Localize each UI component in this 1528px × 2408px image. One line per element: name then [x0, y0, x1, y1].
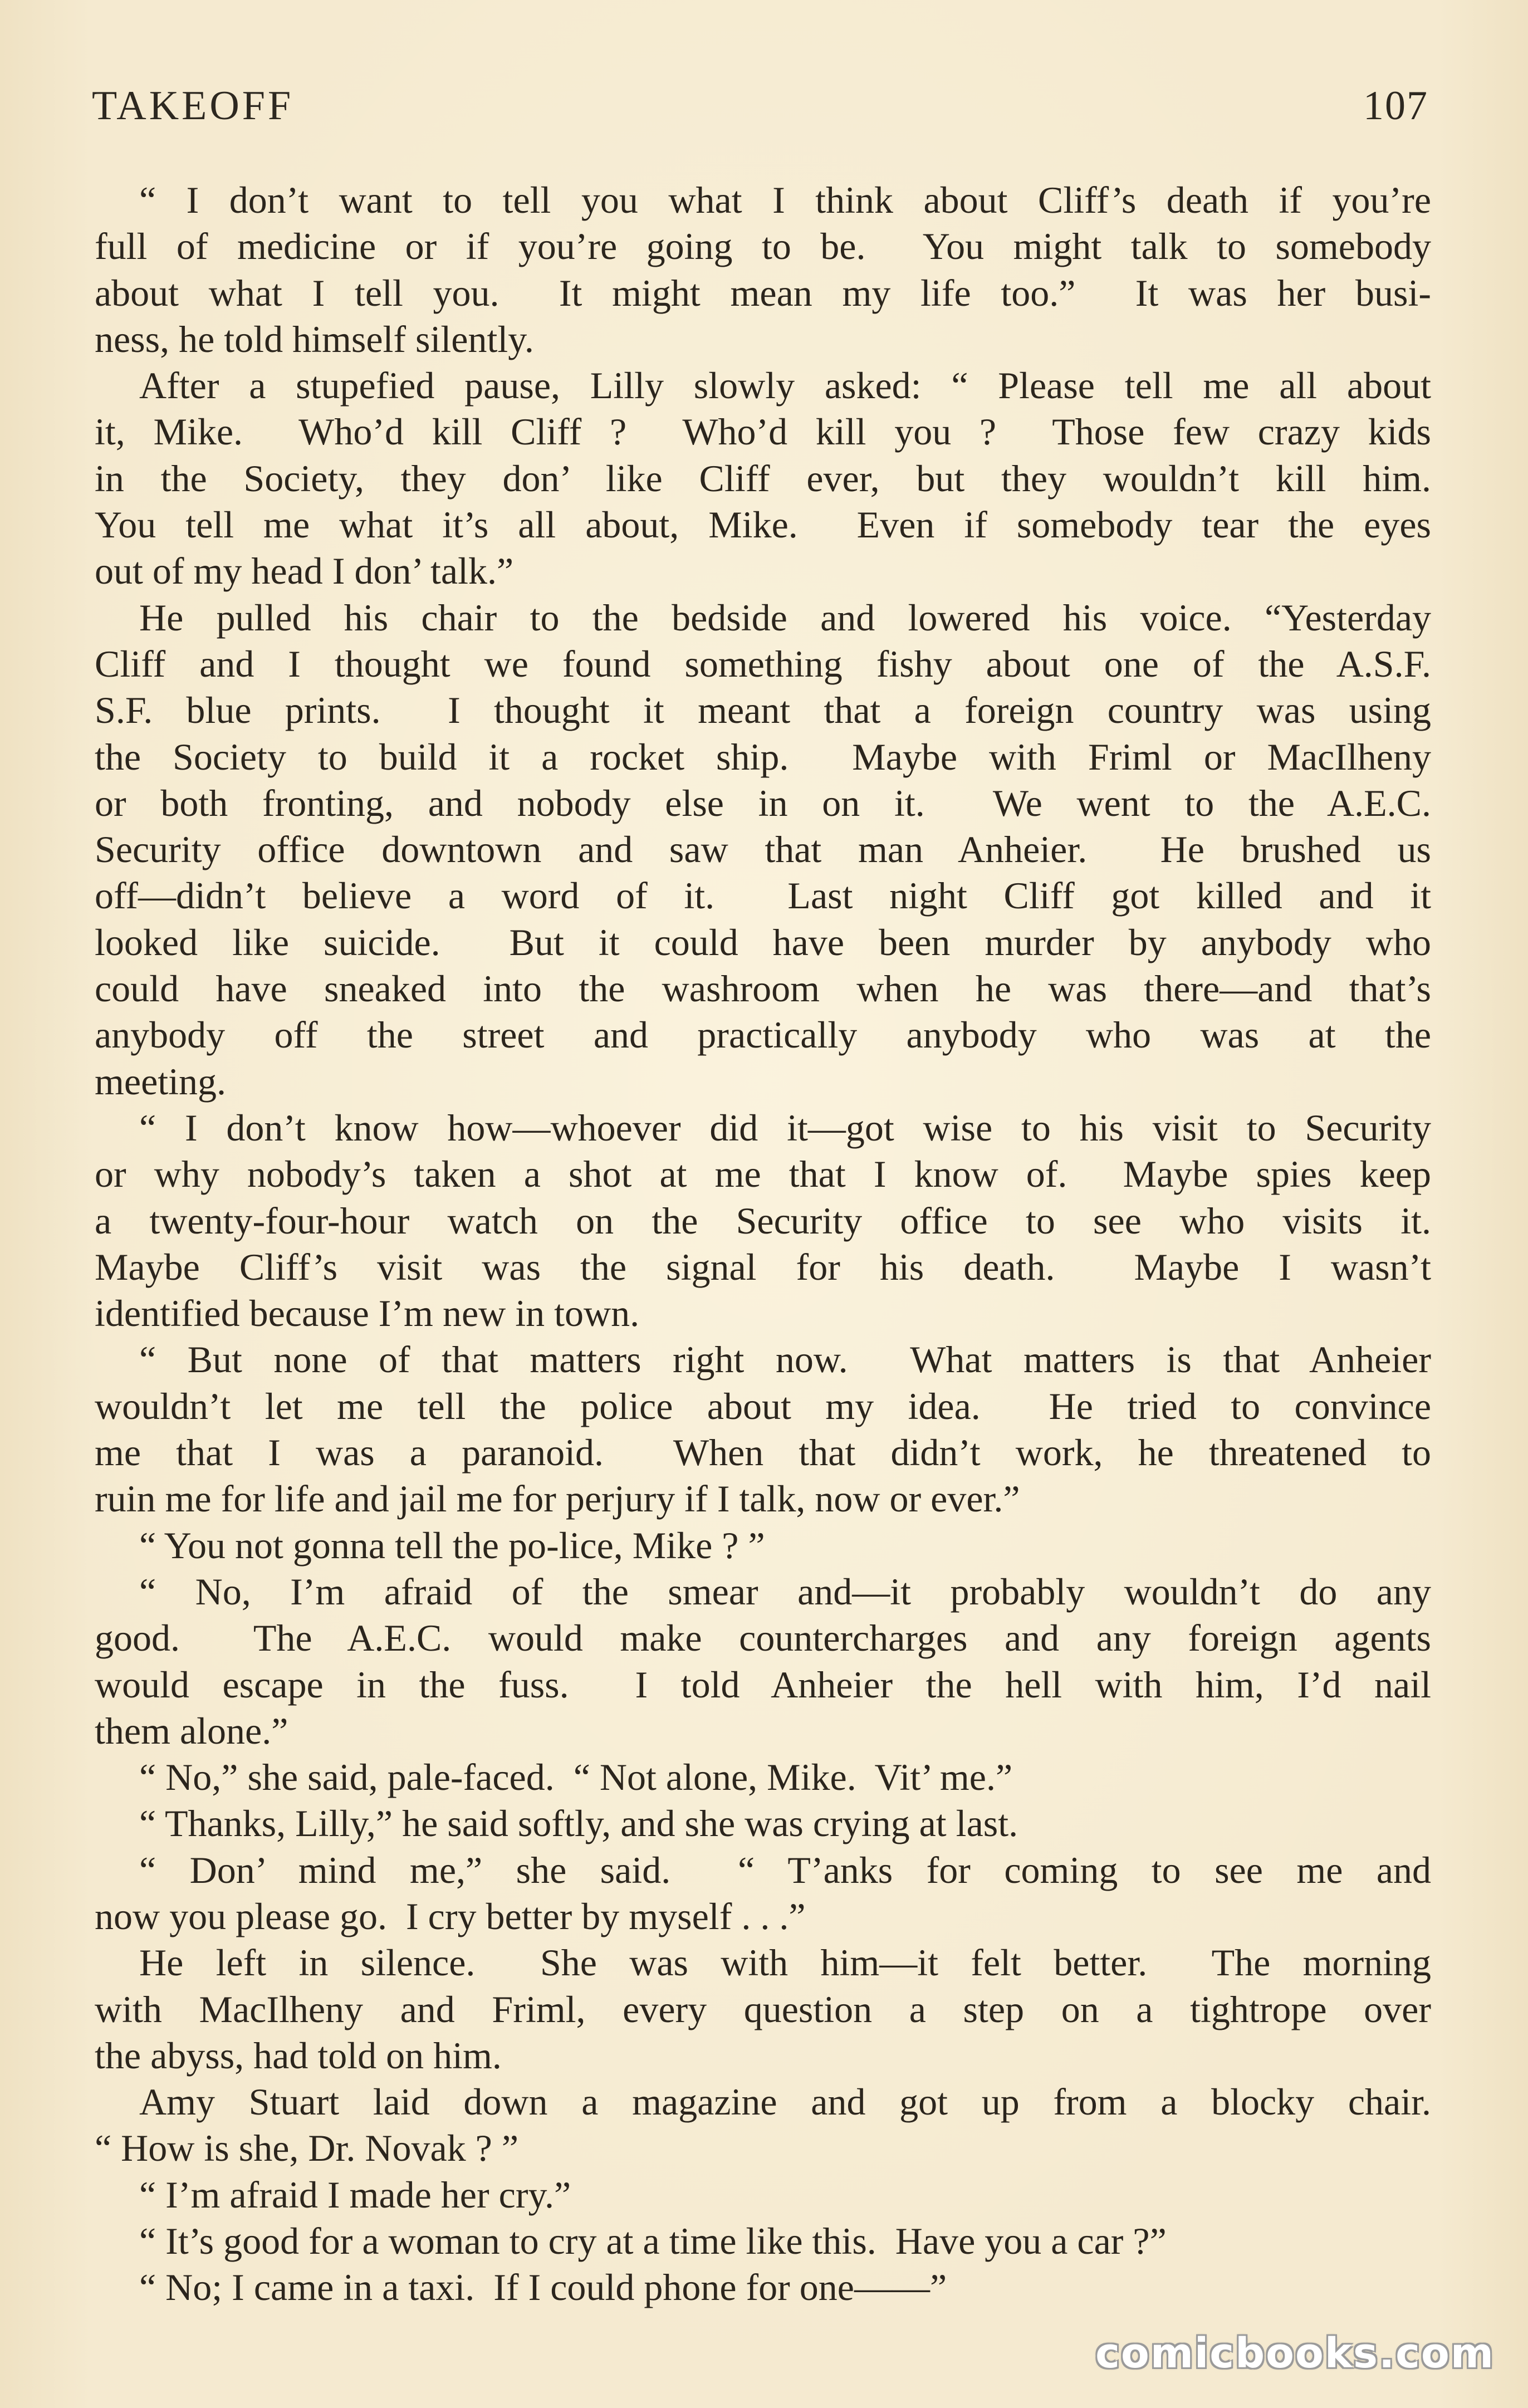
- text-line: the Society to build it a rocket ship. Maybe with Friml or MacIlheny: [95, 735, 1431, 778]
- text-line: about what I tell you. It might mean my life too.” It was her busi-: [95, 271, 1431, 314]
- text-line: “ I’m afraid I made her cry.”: [139, 2173, 571, 2216]
- text-line: Amy Stuart laid down a magazine and got up from a blocky chair.: [139, 2081, 1431, 2123]
- text-line: a twenty-four-hour watch on the Security office to see who visits it.: [95, 1199, 1431, 1242]
- text-line: would escape in the fuss. I told Anheier the hell with him, I’d nail: [95, 1663, 1431, 1706]
- text-line: “ Don’ mind me,” she said. “ T’anks for coming to see me and: [139, 1848, 1431, 1891]
- text-line: He pulled his chair to the bedside and lowered his voice. “Yesterday: [139, 596, 1431, 639]
- text-line: “ No,” she said, pale-faced. “ Not alone, Mike. Vit’ me.”: [139, 1756, 1013, 1799]
- text-line: “ Thanks, Lilly,” he said softly, and she was crying at last.: [139, 1802, 1018, 1845]
- text-line: or both fronting, and nobody else in on it. We went to the A.E.C.: [95, 781, 1431, 824]
- text-line: Security office downtown and saw that man Anheier. He brushed us: [95, 828, 1431, 871]
- text-line: it, Mike. Who’d kill Cliff ? Who’d kill you ? Those few crazy kids: [95, 410, 1431, 453]
- text-line: “ You not gonna tell the po-lice, Mike ? ”: [139, 1524, 765, 1567]
- text-line: identified because I’m new in town.: [95, 1292, 640, 1335]
- running-head: [92, 82, 1428, 138]
- text-line: them alone.”: [95, 1709, 288, 1752]
- text-line: “ I don’t want to tell you what I think about Cliff’s death if you’re: [139, 179, 1431, 221]
- text-line: After a stupefied pause, Lilly slowly asked: “ Please tell me all about: [139, 364, 1431, 407]
- text-line: “ No; I came in a taxi. If I could phone for one——”: [139, 2266, 947, 2309]
- text-line: in the Society, they don’ like Cliff ever, but they wouldn’t kill him.: [95, 457, 1431, 500]
- text-line: or why nobody’s taken a shot at me that I know of. Maybe spies keep: [95, 1153, 1431, 1196]
- text-line: “ It’s good for a woman to cry at a time like this. Have you a car ?”: [139, 2220, 1167, 2263]
- text-line: with MacIlheny and Friml, every question a step on a tightrope over: [95, 1988, 1431, 2030]
- text-line: good. The A.E.C. would make countercharges and any foreign agents: [95, 1617, 1431, 1660]
- text-line: S.F. blue prints. I thought it meant that a foreign country was using: [95, 689, 1431, 732]
- page-number: 107: [1363, 83, 1428, 129]
- text-line: wouldn’t let me tell the police about my idea. He tried to convince: [95, 1384, 1431, 1427]
- text-line: You tell me what it’s all about, Mike. Even if somebody tear the eyes: [95, 503, 1431, 546]
- text-line: could have sneaked into the washroom when he was there—and that’s: [95, 967, 1431, 1010]
- text-line: ruin me for life and jail me for perjury if I talk, now or ever.”: [95, 1477, 1020, 1520]
- text-line: He left in silence. She was with him—it felt better. The morning: [139, 1941, 1431, 1984]
- text-line: Cliff and I thought we found something fishy about one of the A.S.F.: [95, 642, 1431, 685]
- text-line: ness, he told himself silently.: [95, 317, 534, 360]
- body-text: [95, 177, 1431, 2311]
- text-line: Maybe Cliff’s visit was the signal for his death. Maybe I wasn’t: [95, 1245, 1431, 1288]
- text-line: “ How is she, Dr. Novak ? ”: [95, 2127, 519, 2170]
- text-line: now you please go. I cry better by myself . . .”: [95, 1895, 806, 1937]
- text-line: “ But none of that matters right now. What matters is that Anheier: [139, 1338, 1431, 1381]
- watermark-logo: comicbooks.com: [1095, 2329, 1495, 2377]
- text-line: me that I was a paranoid. When that didn’t work, he threatened to: [95, 1431, 1431, 1474]
- text-line: out of my head I don’ talk.”: [95, 550, 514, 593]
- text-line: the abyss, had told on him.: [95, 2034, 502, 2077]
- text-line: off—didn’t believe a word of it. Last night Cliff got killed and it: [95, 874, 1431, 917]
- text-line: “ No, I’m afraid of the smear and—it probably wouldn’t do any: [139, 1570, 1431, 1613]
- text-line: looked like suicide. But it could have been murder by anybody who: [95, 921, 1431, 963]
- text-line: anybody off the street and practically anybody who was at the: [95, 1014, 1431, 1056]
- text-line: full of medicine or if you’re going to be. You might talk to somebody: [95, 225, 1431, 268]
- running-title: TAKEOFF: [92, 83, 294, 129]
- text-line: meeting.: [95, 1060, 227, 1103]
- text-line: “ I don’t know how—whoever did it—got wise to his visit to Security: [139, 1106, 1431, 1149]
